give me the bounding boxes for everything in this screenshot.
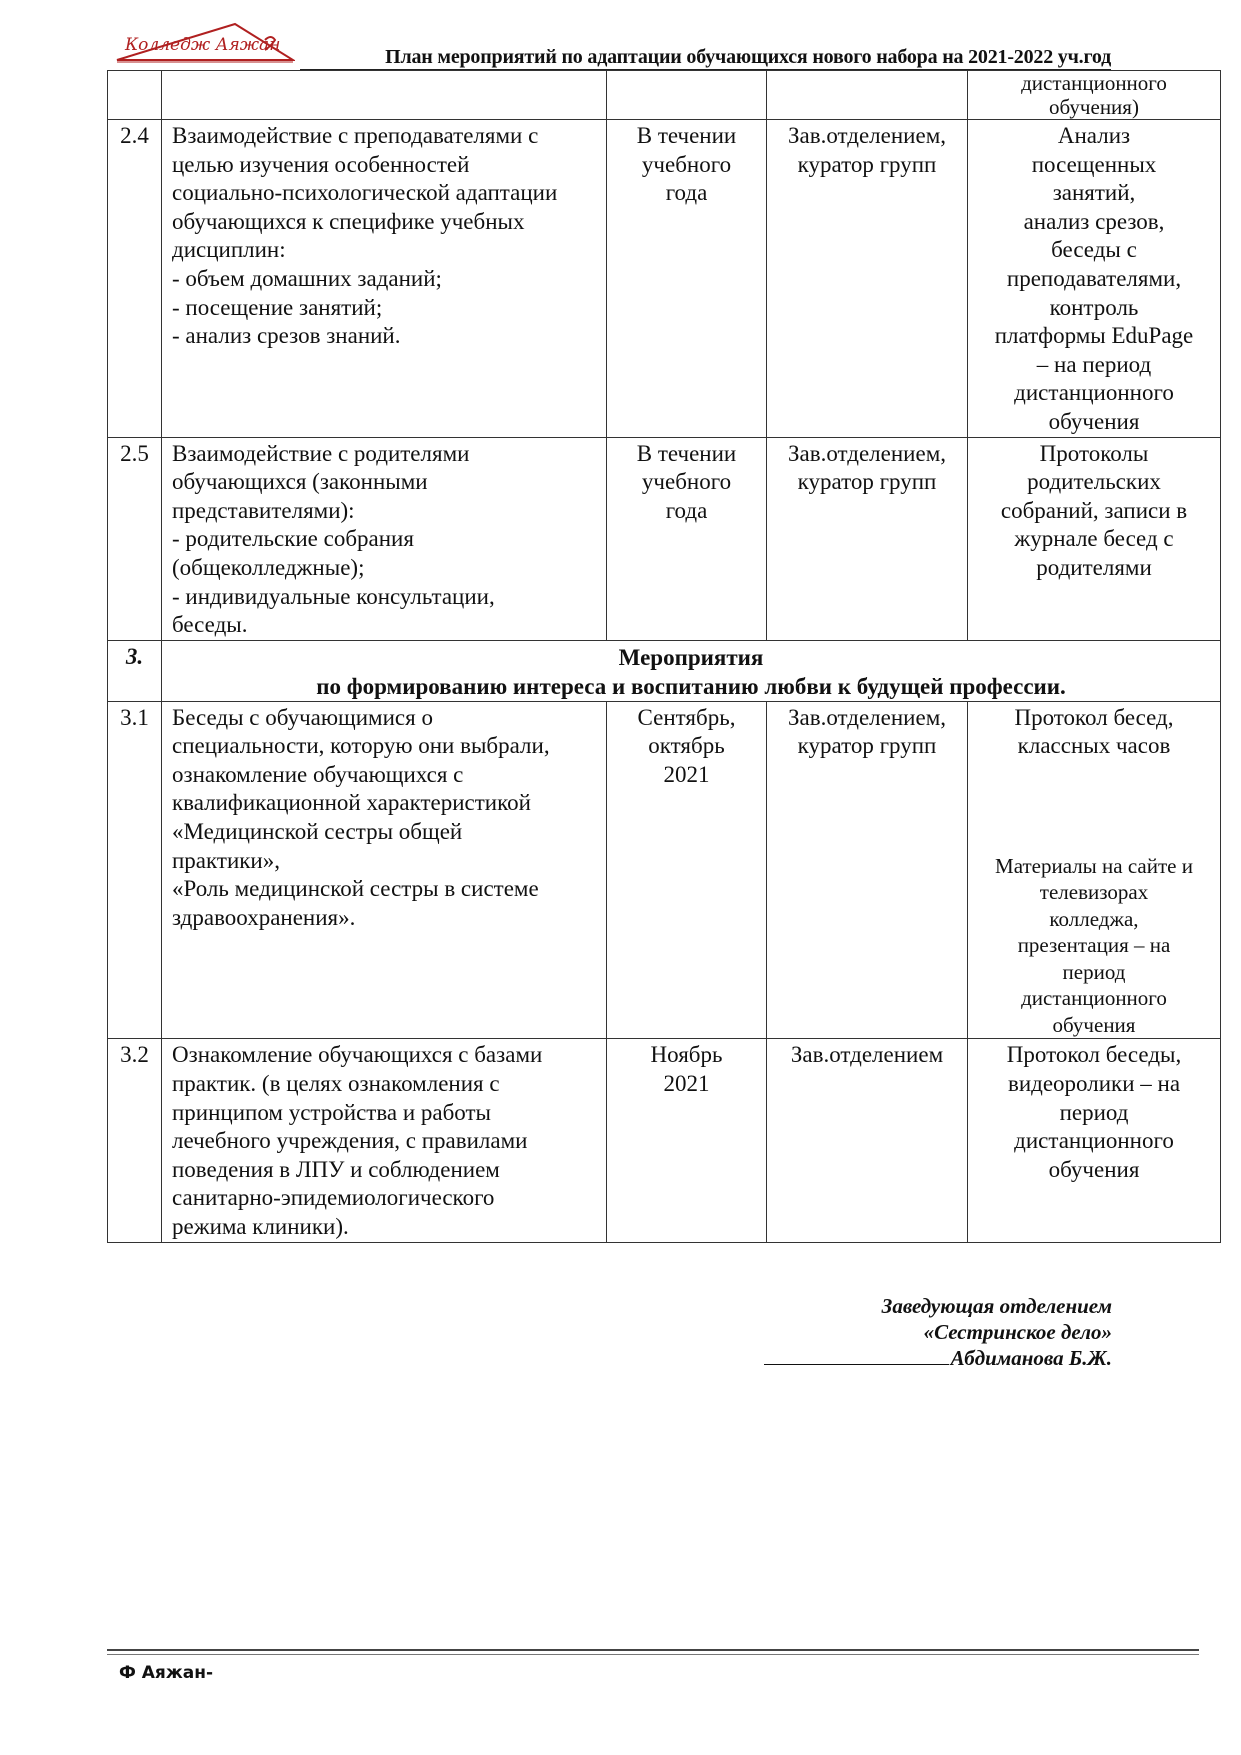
text-line: - объем домашних заданий; (172, 265, 442, 291)
row-number: 2.5 (108, 437, 162, 640)
text-line: года (665, 497, 708, 523)
table-row-3-2 (108, 1039, 1221, 1242)
activity-timing (607, 437, 767, 640)
text-line: собраний, записи в (1000, 497, 1188, 523)
text-line: обучающихся (законными (172, 469, 428, 495)
text-line: здравоохранения». (172, 904, 356, 930)
responsible-person (767, 701, 968, 1039)
signature-name: Абдиманова Б.Ж. (950, 1346, 1112, 1370)
text-line: Протокол бесед, (1014, 704, 1174, 730)
text-line: период (1062, 959, 1126, 984)
text-line: лечебного учреждения, с правилами (172, 1128, 528, 1154)
text-line: режима клиники). (172, 1213, 349, 1239)
text-line: журнале бесед с (1014, 526, 1174, 552)
activity-timing (607, 701, 767, 1039)
result-protocol (978, 704, 1210, 761)
text-line: родителями (1036, 554, 1152, 580)
text-line: - посещение занятий; (172, 294, 383, 320)
cell-desc (162, 71, 607, 120)
plan-table (107, 70, 1221, 1243)
document-title: План мероприятий по адаптации обучающихся нового набора на 2021-2022 уч.год (385, 46, 1111, 68)
text-line: обучения (1052, 1012, 1136, 1037)
text-line: Зав.отделением, (787, 123, 946, 148)
text-line: Протоколы (1039, 440, 1149, 466)
text-line: Взаимодействие с родителями (172, 440, 470, 466)
activity-timing (607, 1039, 767, 1242)
text-line: Сентябрь, (637, 704, 736, 730)
text-line: куратор групп (797, 469, 937, 495)
text-line: посещенных (1031, 151, 1157, 177)
text-line: презентация – на (1017, 933, 1171, 958)
row-number: 2.4 (108, 120, 162, 438)
signature-position: Заведующая отделением (881, 1294, 1112, 1318)
text-line: 2021 (663, 761, 710, 787)
text-line: ознакомление обучающихся с (172, 761, 464, 787)
signature-name-line (764, 1345, 1112, 1371)
result-materials (978, 853, 1210, 1039)
activity-description (162, 1039, 607, 1242)
expected-result (968, 437, 1221, 640)
text-line: обучения (1048, 1156, 1140, 1182)
text-line: беседы. (172, 612, 248, 638)
text-line: дистанционного (1014, 1128, 1174, 1154)
text-line: специальности, которую они выбрали, (172, 733, 550, 759)
cell-result (968, 71, 1221, 120)
activity-description (162, 120, 607, 438)
text-line: колледжа, (1049, 906, 1139, 931)
cell-when (607, 71, 767, 120)
text-line: обучения (1048, 408, 1140, 434)
text-line: санитарно-эпидемиологического (172, 1185, 495, 1211)
activity-description (162, 437, 607, 640)
logo-text: Колледж Аяжан (125, 35, 281, 55)
signature-underline (764, 1346, 949, 1365)
text-line: Ознакомление обучающихся с базами (172, 1042, 543, 1068)
text-line: - анализ срезов знаний. (172, 323, 401, 349)
text-line: дисциплин: (172, 237, 286, 263)
activity-description (162, 701, 607, 1039)
text-line: платформы EduPage (994, 323, 1194, 349)
text-line: контроль (1049, 294, 1139, 320)
row-number: 3.2 (108, 1039, 162, 1242)
text-line: (общеколледжные); (172, 554, 365, 580)
text-line: октябрь (648, 733, 725, 759)
text-line: Анализ (1057, 123, 1131, 148)
table-row-2-4 (108, 120, 1221, 438)
text-line: Зав.отделением (790, 1042, 944, 1068)
text-line: поведения в ЛПУ и соблюдением (172, 1156, 500, 1182)
row-number: 3.1 (108, 701, 162, 1039)
text-line: В течении (636, 123, 737, 148)
text-line: «Медицинской сестры общей (172, 819, 463, 845)
text-line: квалификационной характеристикой (172, 790, 531, 816)
text-line: преподавателями, (1006, 265, 1182, 291)
text-line: период (1059, 1099, 1129, 1125)
text-line: видеоролики – на (1007, 1070, 1181, 1096)
college-logo (115, 22, 295, 64)
footer-divider (107, 1649, 1199, 1651)
text-line: классных часов (1017, 733, 1171, 759)
footer-divider-thin (107, 1654, 1199, 1655)
text-line: куратор групп (797, 151, 937, 177)
text-line: 2021 (663, 1070, 710, 1096)
text-line: куратор групп (797, 733, 937, 759)
text-line: практик. (в целях ознакомления с (172, 1070, 500, 1096)
text-line: - индивидуальные консультации, (172, 583, 495, 609)
text-line: Беседы с обучающимися о (172, 704, 433, 730)
text-line: обучающихся к специфике учебных (172, 208, 525, 234)
text-line: Материалы на сайте и (995, 853, 1193, 878)
signature-department: «Сестринское дело» (923, 1320, 1112, 1344)
signature-block (764, 1293, 1112, 1371)
text-line: - родительские собрания (172, 526, 414, 552)
text-line: учебного (641, 151, 732, 177)
text-line: года (665, 180, 708, 206)
activity-timing (607, 120, 767, 438)
table-row-3-1 (108, 701, 1221, 1039)
expected-result (968, 1039, 1221, 1242)
text-line: Зав.отделением, (787, 704, 946, 730)
cell-who (767, 71, 968, 120)
text-line: «Роль медицинской сестры в системе (172, 876, 539, 902)
text-line: Зав.отделением, (787, 440, 946, 466)
text-line: Ноябрь (650, 1042, 723, 1068)
expected-result (968, 120, 1221, 438)
text-line: В течении (636, 440, 737, 466)
text-line: Протокол беседы, (1006, 1042, 1182, 1068)
cell-num (108, 71, 162, 120)
text-line: – на период (1036, 351, 1152, 377)
section-3-header (108, 640, 1221, 701)
table-row-2-5 (108, 437, 1221, 640)
section-title (162, 640, 1221, 701)
section-title-line1: Мероприятия (618, 644, 764, 670)
table-row-continued (108, 71, 1221, 120)
text-line: занятий, (1052, 180, 1136, 206)
responsible-person (767, 120, 968, 438)
text-line: целью изучения особенностей (172, 151, 470, 177)
text-line: обучения) (1049, 95, 1139, 119)
responsible-person (767, 1039, 968, 1242)
text-line: телевизорах (1039, 880, 1149, 905)
text-line: дистанционного (1021, 71, 1167, 95)
text-line: учебного (641, 469, 732, 495)
expected-result (968, 701, 1221, 1039)
responsible-person (767, 437, 968, 640)
text-line: социально-психологической адаптации (172, 180, 558, 206)
text-line: родительских (1027, 469, 1161, 495)
section-title-line2: по формированию интереса и воспитанию любви к будущей профессии. (316, 673, 1066, 699)
section-number: 3. (108, 640, 162, 701)
footer-form-code: Ф Аяжан- (119, 1663, 214, 1683)
text-line: дистанционного (1021, 986, 1167, 1011)
text-line: Взаимодействие с преподавателями с (172, 123, 539, 148)
text-line: принципом устройства и работы (172, 1099, 492, 1125)
text-line: дистанционного (1014, 380, 1174, 406)
text-line: анализ срезов, (1023, 208, 1165, 234)
text-line: беседы с (1051, 237, 1137, 263)
text-line: представителями): (172, 497, 355, 523)
text-line: практики», (172, 847, 280, 873)
